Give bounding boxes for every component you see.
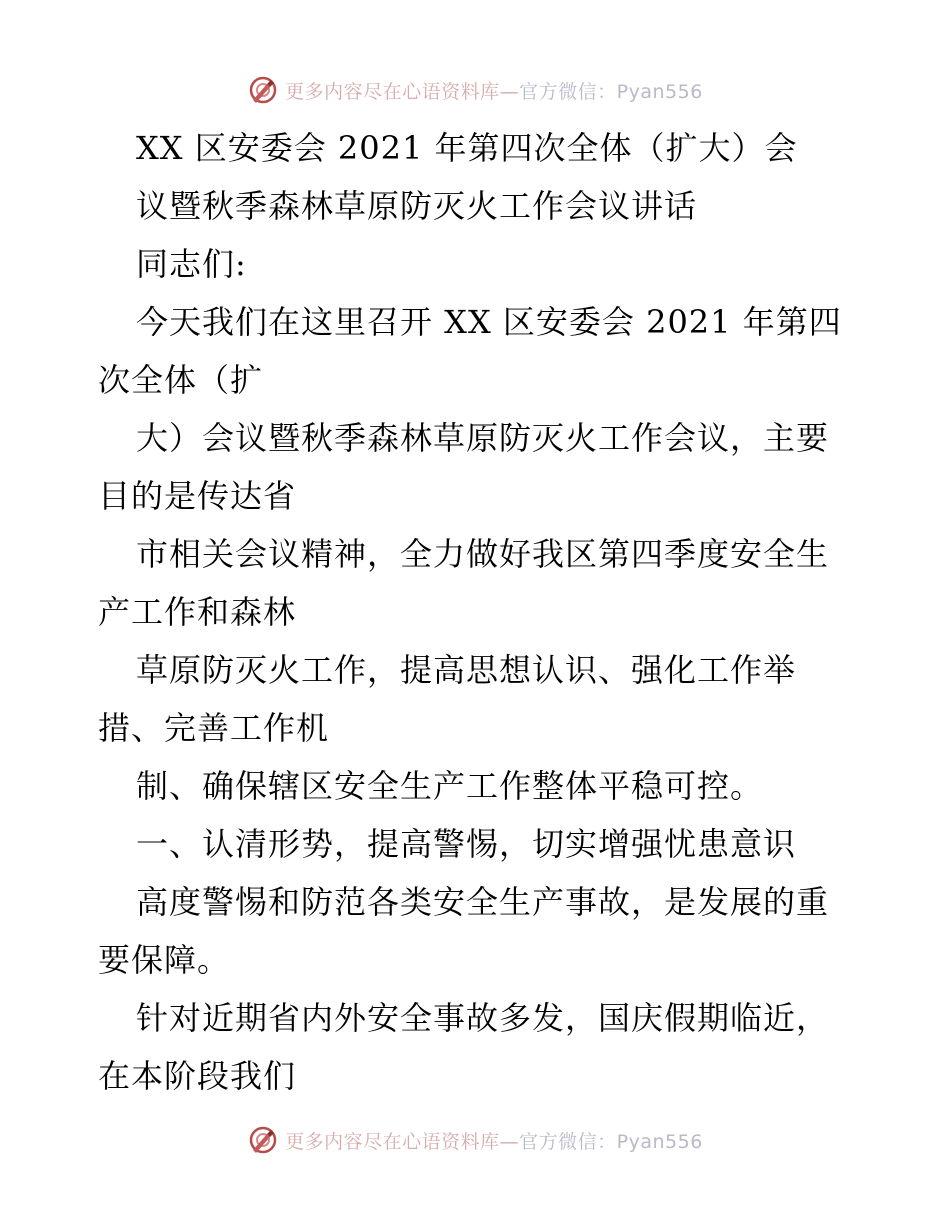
watermark-separator: — [499, 1130, 520, 1153]
watermark-wechat: 官方微信：Pyan556 [519, 1130, 703, 1153]
salutation: 同志们: [136, 245, 247, 283]
watermark-banner-top [0, 70, 950, 110]
body-line: 市相关会议精神，全力做好我区第四季度安全生 [136, 535, 830, 573]
body-line: 草原防灭火工作，提高思想认识、强化工作举 [136, 651, 797, 689]
body-line: 高度警惕和防范各类安全生产事故，是发展的重 [136, 883, 830, 921]
pen-logo-icon [247, 74, 279, 106]
watermark-text [285, 1127, 703, 1154]
body-line: 今天我们在这里召开 XX 区安委会 2021 年第四 [136, 303, 842, 341]
body-line: 针对近期省内外安全事故多发，国庆假期临近， [136, 999, 830, 1037]
body-line: 次全体（扩 [98, 361, 264, 399]
section-heading: 一、认清形势，提高警惕，切实增强忧患意识 [136, 825, 797, 863]
watermark-banner-bottom [0, 1120, 950, 1160]
watermark-brand: 更多内容尽在心语资料库 [285, 1130, 500, 1153]
document-title-line-2: 议暨秋季森林草原防灭火工作会议讲话 [136, 187, 698, 225]
document-title-line-1: XX 区安委会 2021 年第四次全体（扩大）会 [136, 129, 798, 167]
watermark-separator: — [499, 80, 520, 103]
body-line: 措、完善工作机 [98, 709, 330, 747]
watermark-text [285, 77, 703, 104]
body-line: 大）会议暨秋季森林草原防灭火工作会议，主要 [136, 419, 830, 457]
body-line: 产工作和森林 [98, 593, 297, 631]
pen-logo-icon [247, 1124, 279, 1156]
watermark-wechat: 官方微信：Pyan556 [519, 80, 703, 103]
body-line: 制、确保辖区安全生产工作整体平稳可控。 [136, 767, 764, 805]
body-line: 目的是传达省 [98, 477, 297, 515]
watermark-brand: 更多内容尽在心语资料库 [285, 80, 500, 103]
body-line: 要保障。 [98, 941, 231, 979]
body-line: 在本阶段我们 [98, 1057, 297, 1095]
